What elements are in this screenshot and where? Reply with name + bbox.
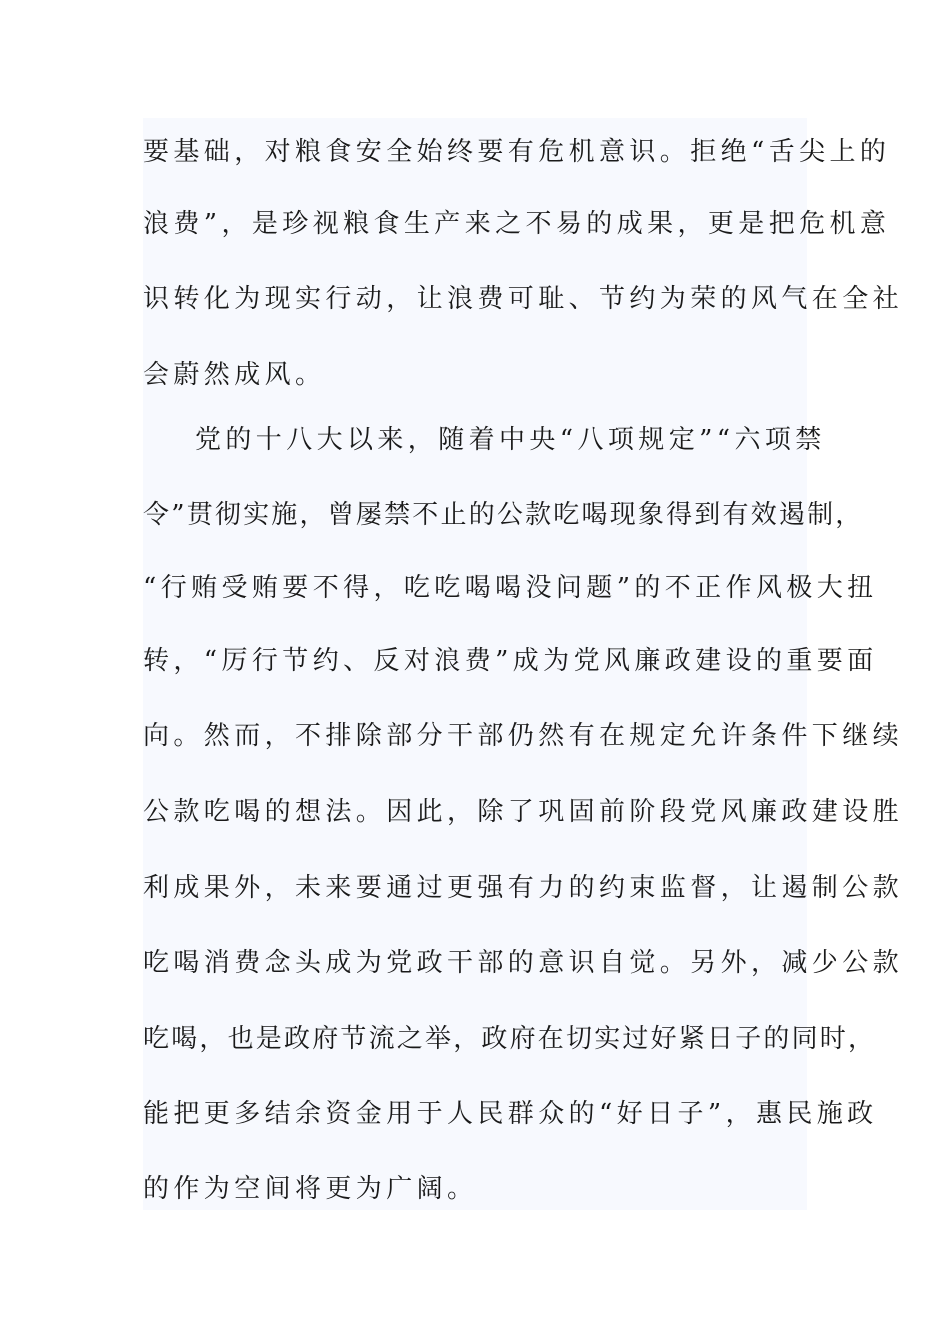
- paragraph-2-line-7: 利成果外，未来要通过更强有力的约束监督，让遏制公款: [143, 873, 904, 903]
- paragraph-2-line-11: 的作为空间将更为广阔。: [143, 1174, 478, 1204]
- paragraph-2-line-6: 公款吃喝的想法。因此，除了巩固前阶段党风廉政建设胜: [143, 797, 904, 827]
- paragraph-2-line-10: 能把更多结余资金用于人民群众的“好日子”，惠民施政: [143, 1099, 878, 1129]
- text-block: [143, 118, 904, 1210]
- paragraph-2-line-9: 吃喝，也是政府节流之举，政府在切实过好紧日子的同时，: [143, 1024, 877, 1054]
- paragraph-2-line-3: “行贿受贿要不得，吃吃喝喝没问题”的不正作风极大扭: [143, 573, 878, 603]
- paragraph-1-line-4: 会蔚然成风。: [143, 360, 326, 390]
- paragraph-2-line-1: 党的十八大以来，随着中央“八项规定”“六项禁: [195, 425, 826, 455]
- paragraph-2-line-8: 吃喝消费念头成为党政干部的意识自觉。另外，减少公款: [143, 948, 904, 978]
- paragraph-1-line-1: 要基础，对粮食安全始终要有危机意识。拒绝“舌尖上的: [143, 137, 891, 167]
- paragraph-2-line-2: 令”贯彻实施，曾屡禁不止的公款吃喝现象得到有效遏制，: [143, 500, 864, 530]
- paragraph-1-line-2: 浪费”，是珍视粮食生产来之不易的成果，更是把危机意: [143, 209, 891, 239]
- paragraph-1-line-3: 识转化为现实行动，让浪费可耻、节约为荣的风气在全社: [143, 284, 904, 314]
- paragraph-2-line-4: 转，“厉行节约、反对浪费”成为党风廉政建设的重要面: [143, 646, 878, 676]
- paragraph-2-line-5: 向。然而，不排除部分干部仍然有在规定允许条件下继续: [143, 721, 904, 751]
